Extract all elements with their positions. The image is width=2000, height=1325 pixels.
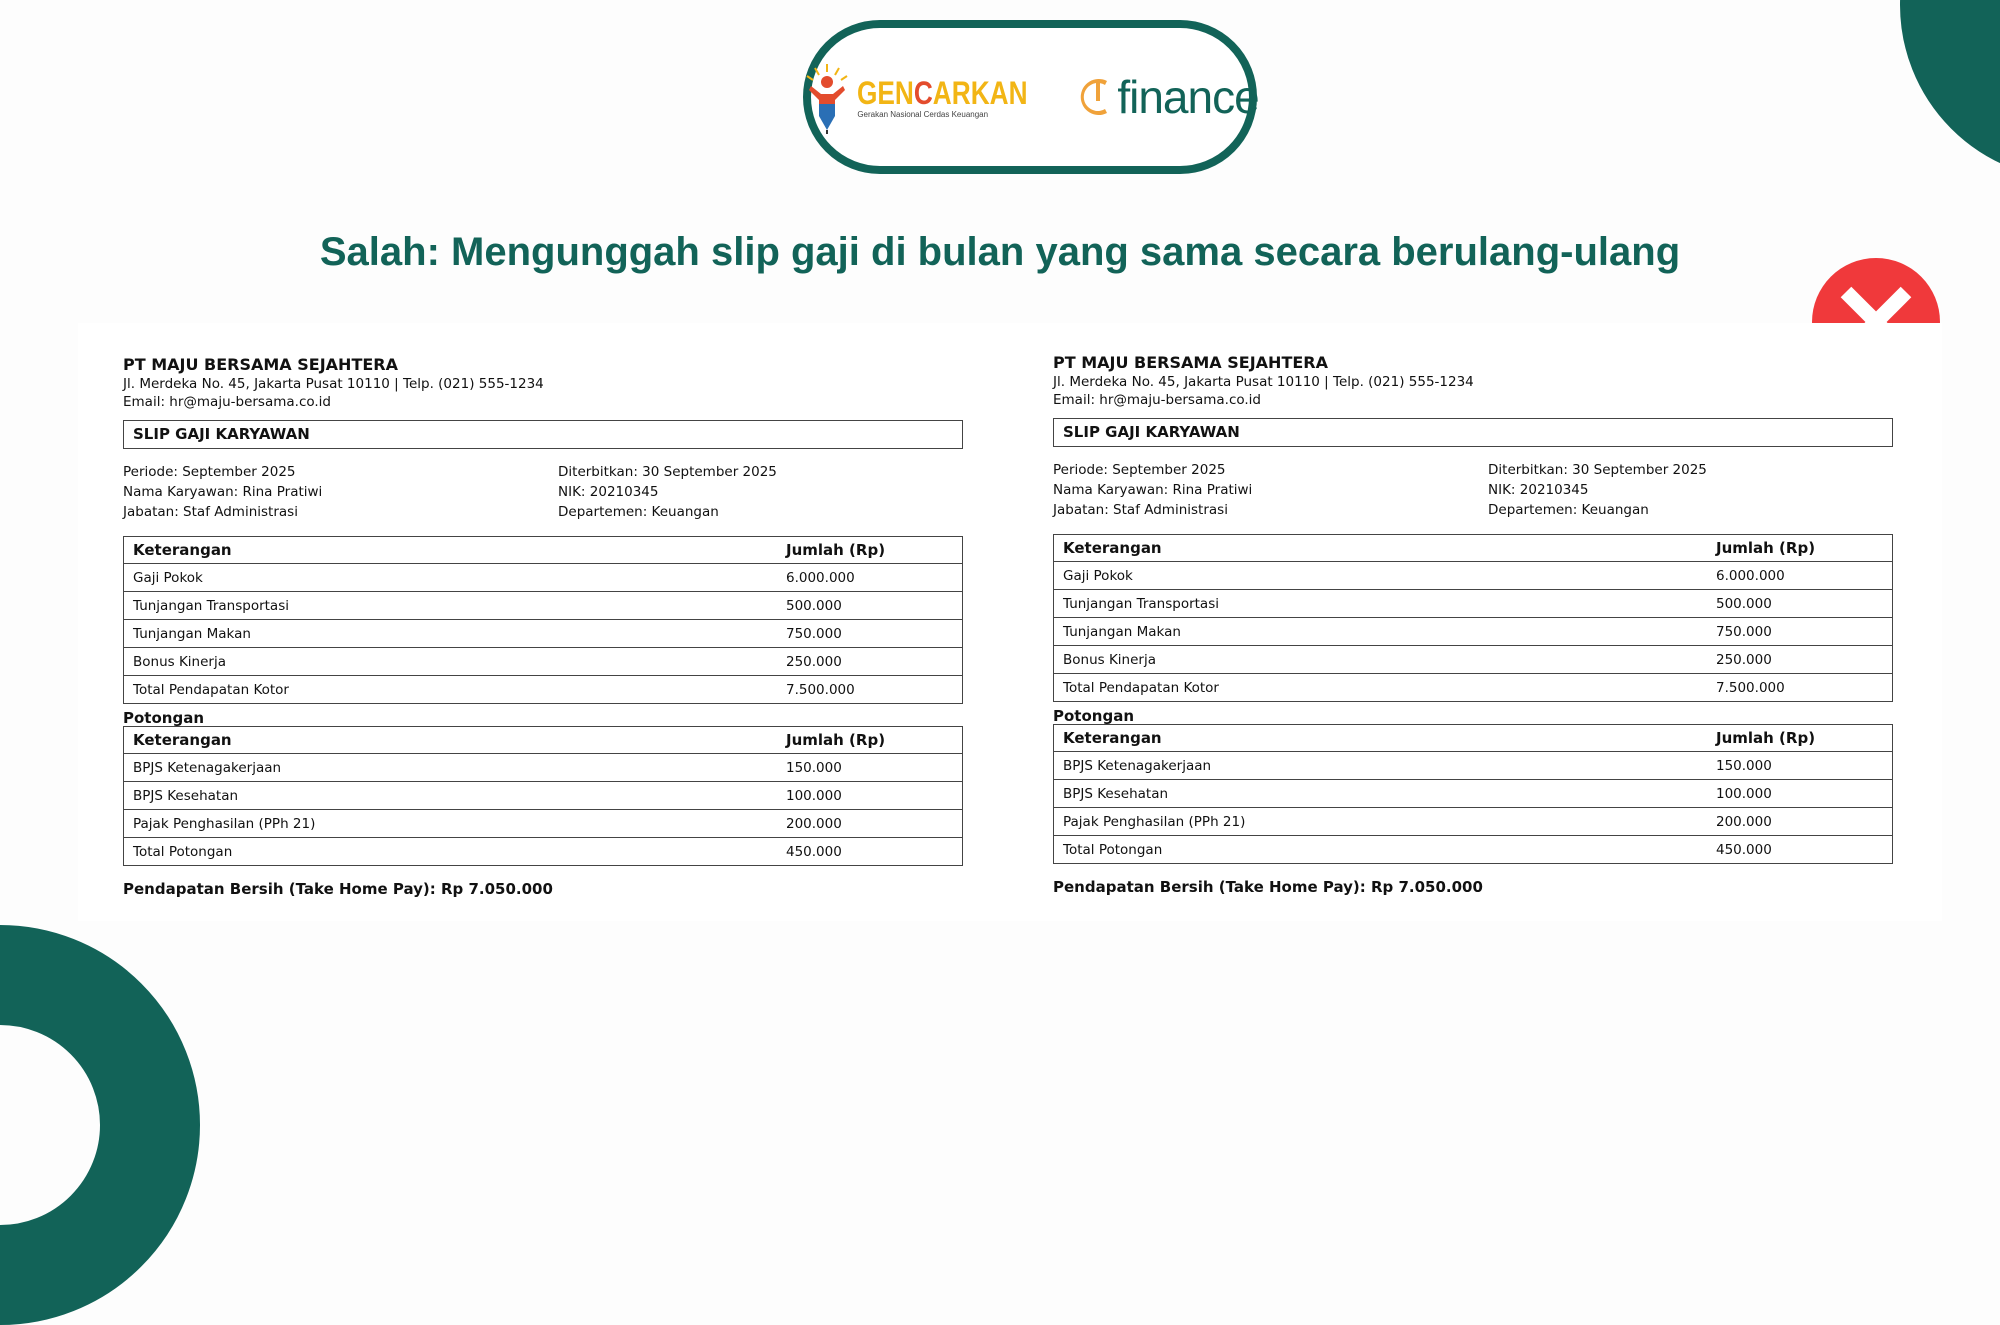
- row-label: Tunjangan Transportasi: [1054, 590, 1717, 618]
- row-value: 150.000: [786, 754, 963, 782]
- issue-date: Diterbitkan: 30 September 2025: [1488, 462, 1707, 478]
- row-label: Tunjangan Transportasi: [124, 592, 787, 620]
- company-address: Jl. Merdeka No. 45, Jakarta Pusat 10110 | Telp. (021) 555-1234: [1053, 374, 1474, 390]
- col-header-keterangan: Keterangan: [124, 727, 787, 754]
- row-label: Gaji Pokok: [1054, 562, 1717, 590]
- col-header-jumlah: Jumlah (Rp): [786, 537, 963, 564]
- row-label: Tunjangan Makan: [1054, 618, 1717, 646]
- col-header-jumlah: Jumlah (Rp): [1716, 535, 1893, 562]
- row-value: 450.000: [786, 838, 963, 866]
- employee-nik: NIK: 20210345: [558, 484, 659, 500]
- finance-wordmark: finance: [1117, 71, 1259, 123]
- table-row: [124, 782, 963, 810]
- gencarkan-tagline: Gerakan Nasional Cerdas Keuangan: [857, 109, 989, 119]
- row-label: BPJS Kesehatan: [1054, 780, 1717, 808]
- table-row: [124, 648, 963, 676]
- page-title: Salah: Mengunggah slip gaji di bulan yang sama secara berulang-ulang: [319, 230, 1681, 274]
- issue-date: Diterbitkan: 30 September 2025: [558, 464, 777, 480]
- table-row: [1054, 808, 1893, 836]
- table-row: [124, 676, 963, 704]
- decorative-arc-bottom-left: [0, 925, 200, 1325]
- company-name: PT MAJU BERSAMA SEJAHTERA: [1053, 353, 1328, 372]
- earnings-table: [123, 536, 963, 704]
- deductions-label: Potongan: [1053, 707, 1134, 725]
- gencarkan-figure-icon: [801, 60, 853, 134]
- col-header-jumlah: Jumlah (Rp): [786, 727, 963, 754]
- periode: Periode: September 2025: [1053, 462, 1226, 478]
- table-row: [124, 754, 963, 782]
- row-label: Tunjangan Makan: [124, 620, 787, 648]
- employee-name: Nama Karyawan: Rina Pratiwi: [123, 484, 323, 500]
- row-value: 7.500.000: [786, 676, 963, 704]
- row-value: 750.000: [786, 620, 963, 648]
- table-row: [124, 564, 963, 592]
- employee-department: Departemen: Keuangan: [558, 504, 719, 520]
- payslip-left: [123, 355, 963, 898]
- row-value: 250.000: [786, 648, 963, 676]
- row-label: BPJS Kesehatan: [124, 782, 787, 810]
- table-row: [1054, 836, 1893, 864]
- payslip-right: [1053, 353, 1893, 896]
- employee-name: Nama Karyawan: Rina Pratiwi: [1053, 482, 1253, 498]
- employee-nik: NIK: 20210345: [1488, 482, 1589, 498]
- row-label: Total Potongan: [1054, 836, 1717, 864]
- take-home-pay: Pendapatan Bersih (Take Home Pay): Rp 7.050.000: [123, 880, 553, 898]
- col-header-keterangan: Keterangan: [1054, 725, 1717, 752]
- table-row: [1054, 780, 1893, 808]
- gencarkan-wordmark: GENCARKAN: [857, 74, 1028, 111]
- company-email: Email: hr@maju-bersama.co.id: [123, 394, 332, 410]
- row-label: BPJS Ketenagakerjaan: [1054, 752, 1717, 780]
- employee-info: [123, 463, 963, 522]
- row-value: 500.000: [786, 592, 963, 620]
- employee-info: [1053, 461, 1893, 520]
- row-label: Bonus Kinerja: [124, 648, 787, 676]
- col-header-keterangan: Keterangan: [124, 537, 787, 564]
- take-home-pay: Pendapatan Bersih (Take Home Pay): Rp 7.050.000: [1053, 878, 1483, 896]
- earnings-table: [1053, 534, 1893, 702]
- row-value: 750.000: [1716, 618, 1893, 646]
- finance-crescent-icon: [1077, 75, 1115, 119]
- row-label: Total Potongan: [124, 838, 787, 866]
- row-value: 200.000: [786, 810, 963, 838]
- deductions-label: Potongan: [123, 709, 204, 727]
- table-row: [1054, 752, 1893, 780]
- table-row: [124, 620, 963, 648]
- brand-logo-badge: [803, 20, 1257, 174]
- slip-title: SLIP GAJI KARYAWAN: [1053, 418, 1893, 447]
- row-label: Pajak Penghasilan (PPh 21): [1054, 808, 1717, 836]
- table-row: [1054, 618, 1893, 646]
- table-row: [124, 810, 963, 838]
- table-row: [1054, 674, 1893, 702]
- row-value: 150.000: [1716, 752, 1893, 780]
- row-value: 200.000: [1716, 808, 1893, 836]
- table-row: [1054, 590, 1893, 618]
- employee-position: Jabatan: Staf Administrasi: [123, 504, 298, 520]
- row-label: Total Pendapatan Kotor: [1054, 674, 1717, 702]
- col-header-keterangan: Keterangan: [1054, 535, 1717, 562]
- table-row: [124, 838, 963, 866]
- row-label: Gaji Pokok: [124, 564, 787, 592]
- finance-logo: [1077, 71, 1259, 123]
- employee-position: Jabatan: Staf Administrasi: [1053, 502, 1228, 518]
- row-value: 100.000: [786, 782, 963, 810]
- table-row: [1054, 562, 1893, 590]
- deductions-table: [1053, 724, 1893, 864]
- employee-department: Departemen: Keuangan: [1488, 502, 1649, 518]
- row-value: 500.000: [1716, 590, 1893, 618]
- deductions-table: [123, 726, 963, 866]
- row-value: 250.000: [1716, 646, 1893, 674]
- row-value: 6.000.000: [1716, 562, 1893, 590]
- row-value: 450.000: [1716, 836, 1893, 864]
- row-label: Pajak Penghasilan (PPh 21): [124, 810, 787, 838]
- company-address: Jl. Merdeka No. 45, Jakarta Pusat 10110 | Telp. (021) 555-1234: [123, 376, 544, 392]
- row-value: 100.000: [1716, 780, 1893, 808]
- gencarkan-logo: [801, 60, 1065, 134]
- table-row: [124, 592, 963, 620]
- decorative-arc-top-right: [1900, 0, 2000, 180]
- table-row: [1054, 646, 1893, 674]
- row-label: BPJS Ketenagakerjaan: [124, 754, 787, 782]
- col-header-jumlah: Jumlah (Rp): [1716, 725, 1893, 752]
- company-email: Email: hr@maju-bersama.co.id: [1053, 392, 1262, 408]
- row-value: 7.500.000: [1716, 674, 1893, 702]
- company-name: PT MAJU BERSAMA SEJAHTERA: [123, 355, 398, 374]
- row-label: Bonus Kinerja: [1054, 646, 1717, 674]
- slip-title: SLIP GAJI KARYAWAN: [123, 420, 963, 449]
- periode: Periode: September 2025: [123, 464, 296, 480]
- row-value: 6.000.000: [786, 564, 963, 592]
- row-label: Total Pendapatan Kotor: [124, 676, 787, 704]
